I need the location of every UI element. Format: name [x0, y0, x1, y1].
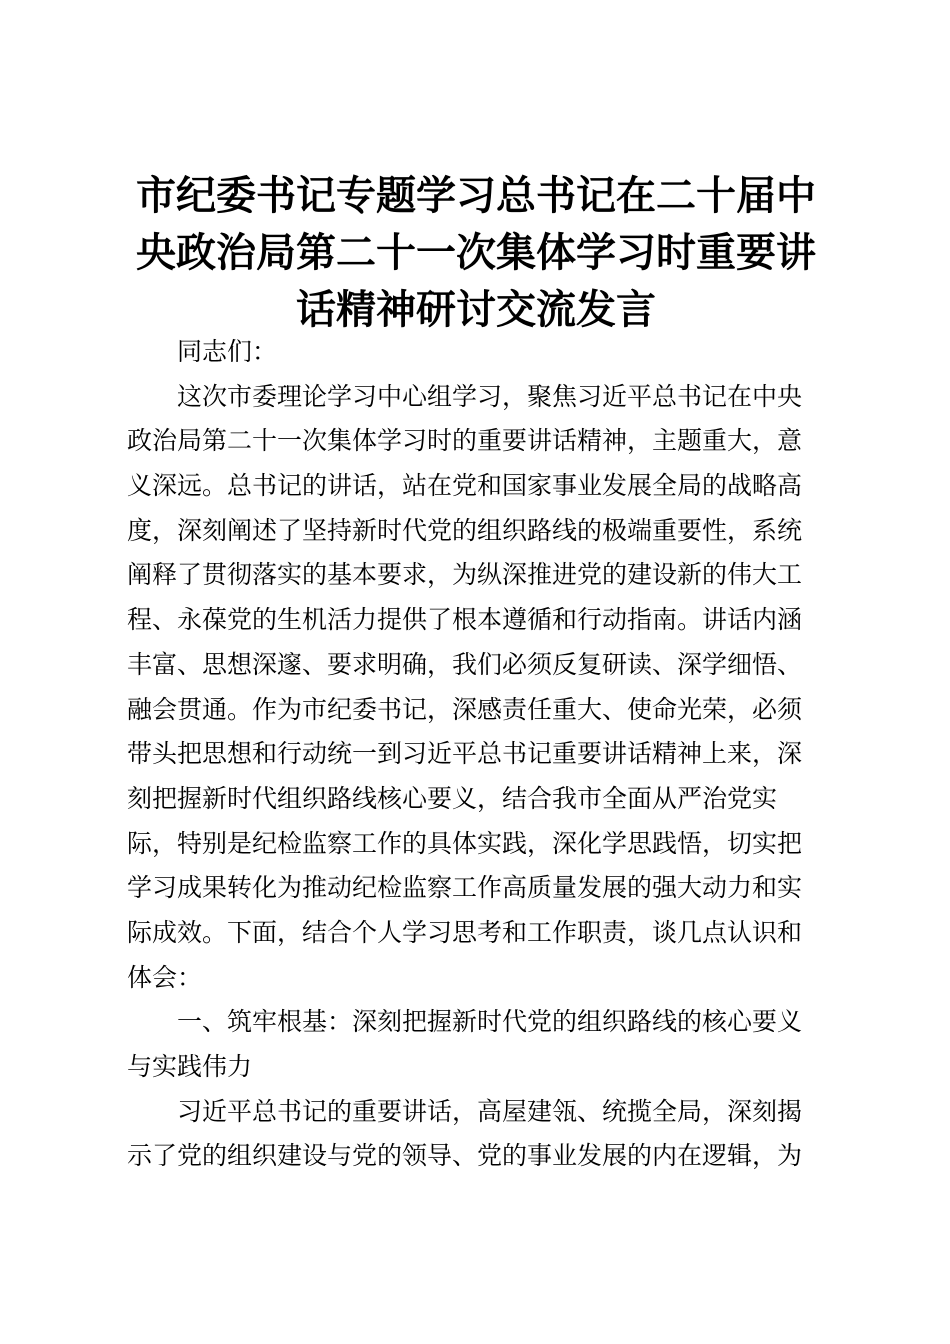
title-line: 市纪委书记专题学习总书记在二十届中 — [136, 173, 816, 219]
text-line: 度，深刻阐述了坚持新时代党的组织路线的极端重要性，系统 — [127, 515, 803, 545]
heading-line: 一、筑牢根基：深刻把握新时代党的组织路线的核心要义 — [177, 1007, 803, 1037]
text-line: 义深远。总书记的讲话，站在党和国家事业发展全局的战略高 — [127, 471, 803, 501]
text-line: 际成效。下面，结合个人学习思考和工作职责，谈几点认识和 — [127, 917, 803, 947]
document-body — [127, 330, 827, 1179]
text-line: 阐释了贯彻落实的基本要求，为纵深推进党的建设新的伟大工 — [127, 560, 803, 590]
title-line: 话精神研讨交流发言 — [296, 287, 656, 333]
document-title — [120, 168, 832, 339]
salutation: 同志们： — [177, 337, 278, 366]
text-line: 这次市委理论学习中心组学习，聚焦习近平总书记在中央 — [177, 381, 803, 411]
text-line: 学习成果转化为推动纪检监察工作高质量发展的强大动力和实 — [127, 873, 803, 903]
text-line: 程、永葆党的生机活力提供了根本遵循和行动指南。讲话内涵 — [127, 605, 803, 635]
paragraph-intro — [127, 375, 827, 1001]
title-line: 央政治局第二十一次集体学习时重要讲 — [136, 230, 816, 276]
text-line: 政治局第二十一次集体学习时的重要讲话精神，主题重大，意 — [127, 426, 803, 456]
heading-line: 与实践伟力 — [127, 1052, 253, 1081]
text-line: 示了党的组织建设与党的领导、党的事业发展的内在逻辑，为 — [127, 1141, 803, 1171]
paragraph-section-1 — [127, 1090, 827, 1179]
text-line: 丰富、思想深邃、要求明确，我们必须反复研读、深学细悟、 — [127, 649, 803, 679]
text-line: 体会： — [127, 962, 203, 992]
text-line: 刻把握新时代组织路线核心要义，结合我市全面从严治党实 — [127, 783, 778, 813]
section-heading-1 — [127, 1000, 827, 1089]
text-line: 带头把思想和行动统一到习近平总书记重要讲话精神上来，深 — [127, 739, 803, 769]
text-line: 际，特别是纪检监察工作的具体实践，深化学思践悟，切实把 — [127, 828, 803, 858]
text-line: 融会贯通。作为市纪委书记，深感责任重大、使命光荣，必须 — [127, 694, 803, 724]
text-line: 习近平总书记的重要讲话，高屋建瓴、统揽全局，深刻揭 — [177, 1096, 803, 1126]
